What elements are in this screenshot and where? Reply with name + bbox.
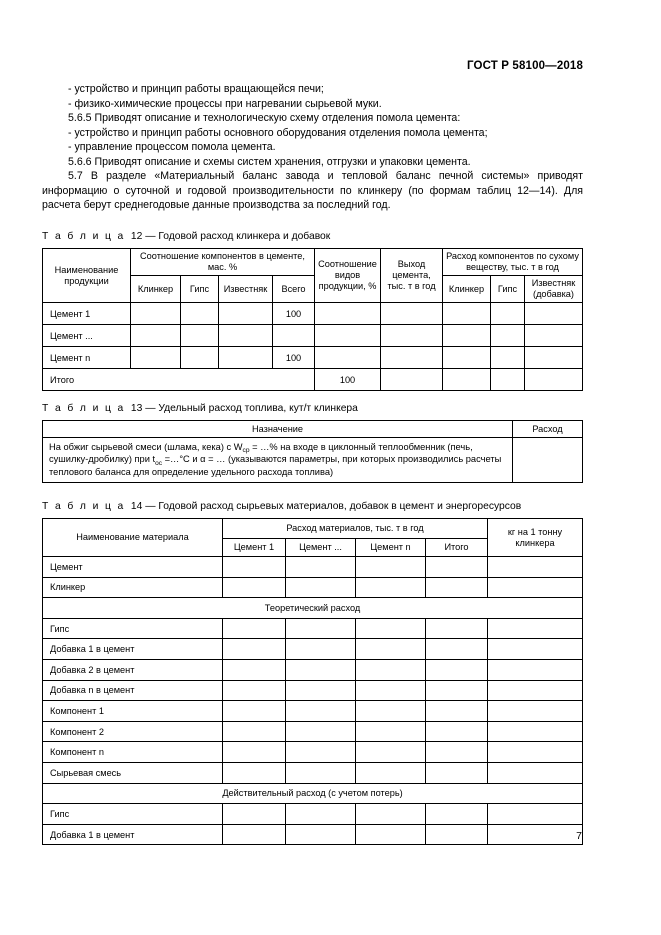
table-12-caption-title: — Годовой расход клинкера и добавок <box>145 231 331 242</box>
table-14-cell-c1 <box>223 639 286 660</box>
table-12-cell-vsego: 100 <box>273 347 315 369</box>
table-row <box>43 659 583 680</box>
table-row <box>43 577 583 598</box>
paragraph-bullet-3: - устройство и принцип работы основного оборудования отделения помола цемента; <box>68 126 488 139</box>
table-12-total-klinker-dry <box>443 369 491 391</box>
table-14-cell-itogo <box>426 762 488 783</box>
page-number: 7 <box>576 830 582 842</box>
table-14-caption-label: Т а б л и ц а <box>42 501 126 512</box>
table-14-header-cement-dots: Цемент ... <box>286 539 356 557</box>
table-14-cell-name: Добавка 1 в цемент <box>43 639 223 660</box>
table-14-caption <box>42 501 521 512</box>
table-13-text-part1: На обжиг сырьевой смеси (шлама, кека) с W <box>49 442 243 452</box>
table-14-cell-kg <box>488 804 583 825</box>
table-14-cell-cd <box>286 701 356 722</box>
table-14-cell-cd <box>286 804 356 825</box>
table-14-cell-cn <box>356 659 426 680</box>
table-14-cell-kg <box>488 680 583 701</box>
table-12-cell-output <box>381 303 443 325</box>
table-14-cell-cn <box>356 762 426 783</box>
table-12-header-product-name: Наименование продукции <box>43 249 131 303</box>
table-14-group-row <box>43 783 583 804</box>
table-12-cell-gips-dry <box>491 303 525 325</box>
table-12-total-gips-dry <box>491 369 525 391</box>
paragraph-clause-5-6-5: 5.6.5 Приводят описание и технологическую схему отделения помола цемента: <box>68 112 461 125</box>
table-12-header-group-dry-consumption: Расход компонентов по сухому веществу, тыс. т в год <box>443 249 583 276</box>
table-row <box>43 438 583 483</box>
table-14-cell-name: Сырьевая смесь <box>43 762 223 783</box>
table-13-subscript-sr: ср <box>242 447 250 455</box>
table-13-text-part3: =…°С и α = … (указываются параметры, при которых производились расчеты теплового баланса для определение удельного расхода топлива) <box>49 454 502 477</box>
table-14-cell-name: Гипс <box>43 804 223 825</box>
table-12-cell-izvestnyak-dry <box>525 303 583 325</box>
table-12-caption <box>42 231 330 242</box>
table-14-cell-c1 <box>223 618 286 639</box>
table-14-cell-name: Гипс <box>43 618 223 639</box>
table-14-cell-name: Добавка 1 в цемент <box>43 824 223 845</box>
table-row <box>43 701 583 722</box>
table-14-cell-kg <box>488 721 583 742</box>
table-12-total-izvestnyak-dry <box>525 369 583 391</box>
table-12-cell-klinker <box>131 347 181 369</box>
table-14-annual-raw-materials-consumption <box>42 518 583 845</box>
table-13-caption <box>42 403 358 414</box>
table-12-total-output <box>381 369 443 391</box>
table-12-header-izvestnyak-1: Известняк <box>219 276 273 303</box>
table-14-cell-kg <box>488 701 583 722</box>
table-12-cell-izvestnyak <box>219 325 273 347</box>
table-14-cell-c1 <box>223 577 286 598</box>
table-14-cell-itogo <box>426 557 488 578</box>
table-14-cell-cn <box>356 680 426 701</box>
table-14-header-cement-n: Цемент n <box>356 539 426 557</box>
table-14-cell-cd <box>286 721 356 742</box>
table-14-header-material-name: Наименование материала <box>43 519 223 557</box>
table-12-header-klinker-1: Клинкер <box>131 276 181 303</box>
table-12-caption-number: 12 <box>130 231 143 242</box>
table-14-cell-cd <box>286 557 356 578</box>
table-14-cell-itogo <box>426 618 488 639</box>
table-13-specific-fuel-consumption <box>42 420 583 483</box>
table-12-cell-output <box>381 347 443 369</box>
table-12-cell-izvestnyak-dry <box>525 325 583 347</box>
table-row <box>43 618 583 639</box>
table-14-cell-name: Компонент 2 <box>43 721 223 742</box>
table-14-cell-c1 <box>223 680 286 701</box>
table-13-caption-number: 13 <box>130 403 143 414</box>
table-row <box>43 742 583 763</box>
table-14-cell-kg <box>488 577 583 598</box>
table-14-cell-kg <box>488 659 583 680</box>
table-14-cell-c1 <box>223 659 286 680</box>
table-12-total-row <box>43 369 583 391</box>
table-14-cell-cd <box>286 762 356 783</box>
table-12-cell-vsego <box>273 325 315 347</box>
table-14-cell-name: Компонент 1 <box>43 701 223 722</box>
table-14-cell-kg <box>488 557 583 578</box>
table-14-group-row <box>43 598 583 619</box>
table-14-cell-itogo <box>426 639 488 660</box>
table-14-cell-cn <box>356 742 426 763</box>
table-14-cell-name: Клинкер <box>43 577 223 598</box>
table-14-cell-kg <box>488 762 583 783</box>
table-14-cell-cn <box>356 701 426 722</box>
table-13-caption-title: — Удельный расход топлива, кут/т клинкера <box>145 403 358 414</box>
table-14-header-kg-per-ton: кг на 1 тонну клинкера <box>488 519 583 557</box>
table-14-cell-name: Добавка n в цемент <box>43 680 223 701</box>
table-12-cell-izvestnyak <box>219 347 273 369</box>
table-12-caption-label: Т а б л и ц а <box>42 231 126 242</box>
table-12-header-vsego: Всего <box>273 276 315 303</box>
table-row <box>43 804 583 825</box>
table-13-header-consumption: Расход <box>513 421 583 438</box>
table-14-cell-itogo <box>426 804 488 825</box>
table-14-cell-cd <box>286 639 356 660</box>
table-13-cell-purpose-text <box>43 438 513 483</box>
paragraph-bullet-1: - устройство и принцип работы вращающейся печи; <box>68 83 324 95</box>
table-14-cell-cd <box>286 680 356 701</box>
table-row <box>43 762 583 783</box>
table-14-header-cement-1: Цемент 1 <box>223 539 286 557</box>
table-14-header-group-material-consumption: Расход материалов, тыс. т в год <box>223 519 488 539</box>
table-12-cell-klinker-dry <box>443 303 491 325</box>
table-14-cell-kg <box>488 742 583 763</box>
table-14-header-itogo: Итого <box>426 539 488 557</box>
table-14-cell-c1 <box>223 762 286 783</box>
table-12-cell-izvestnyak <box>219 303 273 325</box>
table-12-cell-gips-dry <box>491 347 525 369</box>
table-14-cell-cn <box>356 639 426 660</box>
table-14-cell-cn <box>356 618 426 639</box>
table-14-cell-kg <box>488 639 583 660</box>
table-14-cell-c1 <box>223 742 286 763</box>
table-13-cell-consumption-value <box>513 438 583 483</box>
table-12-cell-klinker <box>131 303 181 325</box>
paragraph-bullet-2: - физико-химические процессы при нагревании сырьевой муки. <box>68 97 382 110</box>
table-14-cell-cd <box>286 659 356 680</box>
table-14-cell-itogo <box>426 680 488 701</box>
table-12-cell-izvestnyak-dry <box>525 347 583 369</box>
table-14-group-label: Действительный расход (с учетом потерь) <box>43 783 583 804</box>
table-12-total-share: 100 <box>315 369 381 391</box>
table-13-text-part2: = …% на входе в циклонный теплообменник (печь, сушилку-дробилку) при t <box>49 442 473 465</box>
table-12-cell-gips <box>181 347 219 369</box>
table-12-cell-klinker-dry <box>443 347 491 369</box>
table-14-cell-name: Цемент <box>43 557 223 578</box>
table-14-cell-cn <box>356 804 426 825</box>
table-12-annual-clinker-consumption <box>42 248 583 391</box>
table-12-cell-klinker-dry <box>443 325 491 347</box>
table-14-cell-itogo <box>426 742 488 763</box>
table-14-cell-c1 <box>223 701 286 722</box>
table-14-cell-cn <box>356 557 426 578</box>
table-12-header-gips-1: Гипс <box>181 276 219 303</box>
table-14-cell-itogo <box>426 577 488 598</box>
table-12-cell-output <box>381 325 443 347</box>
paragraph-bullet-4: - управление процессом помола цемента. <box>68 141 276 154</box>
table-14-cell-itogo <box>426 659 488 680</box>
table-row <box>43 325 583 347</box>
table-12-header-izvestnyak-2: Известняк (добавка) <box>525 276 583 303</box>
table-row <box>43 303 583 325</box>
table-12-cell-gips-dry <box>491 325 525 347</box>
table-12-cell-klinker <box>131 325 181 347</box>
table-12-header-cement-output: Выход цемента, тыс. т в год <box>381 249 443 303</box>
table-13-subscript-os: ос <box>155 459 163 467</box>
table-12-total-label: Итого <box>43 369 315 391</box>
table-14-caption-title: — Годовой расход сырьевых материалов, добавок в цемент и энергоресурсов <box>145 501 522 512</box>
paragraph-clause-5-7: 5.7 В разделе «Материальный баланс завода и тепловой баланс печной системы» приводят информацию о суточной и годовой производительности по клинкеру (по формам таблиц 12—14). Для расчета берут среднегодовые данные производства за последний год. <box>42 170 583 212</box>
table-14-cell-cd <box>286 618 356 639</box>
table-12-cell-vsego: 100 <box>273 303 315 325</box>
table-12-cell-name: Цемент n <box>43 347 131 369</box>
table-14-cell-c1 <box>223 557 286 578</box>
table-14-cell-cn <box>356 721 426 742</box>
paragraph-clause-5-6-6: 5.6.6 Приводят описание и схемы систем хранения, отгрузки и упаковки цемента. <box>68 155 471 168</box>
table-12-cell-gips <box>181 325 219 347</box>
table-12-cell-name: Цемент ... <box>43 325 131 347</box>
table-row <box>43 680 583 701</box>
table-13-caption-label: Т а б л и ц а <box>42 403 126 414</box>
table-14-cell-name: Компонент n <box>43 742 223 763</box>
table-12-cell-share <box>315 303 381 325</box>
table-12-cell-share <box>315 325 381 347</box>
table-14-cell-name: Добавка 2 в цемент <box>43 659 223 680</box>
table-14-cell-cn <box>356 577 426 598</box>
table-12-cell-name: Цемент 1 <box>43 303 131 325</box>
table-14-cell-cd <box>286 577 356 598</box>
table-14-cell-cd <box>286 742 356 763</box>
table-14-cell-itogo <box>426 721 488 742</box>
table-row <box>43 347 583 369</box>
table-row <box>43 639 583 660</box>
table-row <box>43 557 583 578</box>
table-row <box>43 721 583 742</box>
table-14-caption-number: 14 <box>130 501 143 512</box>
table-12-header-gips-2: Гипс <box>491 276 525 303</box>
table-13-header-purpose: Назначение <box>43 421 513 438</box>
table-12-cell-share <box>315 347 381 369</box>
table-14-cell-c1 <box>223 804 286 825</box>
table-14-cell-c1 <box>223 721 286 742</box>
table-12-header-group-component-ratio: Соотношение компонентов в цементе, мас. % <box>131 249 315 276</box>
body-text-block <box>42 82 583 213</box>
table-14-cell-itogo <box>426 701 488 722</box>
table-14-group-label: Теоретический расход <box>43 598 583 619</box>
table-12-cell-gips <box>181 303 219 325</box>
table-14-cell-kg <box>488 618 583 639</box>
document-header-standard-id: ГОСТ Р 58100—2018 <box>466 60 583 72</box>
table-12-header-product-share: Соотношение видов продукции, % <box>315 249 381 303</box>
table-12-header-klinker-2: Клинкер <box>443 276 491 303</box>
